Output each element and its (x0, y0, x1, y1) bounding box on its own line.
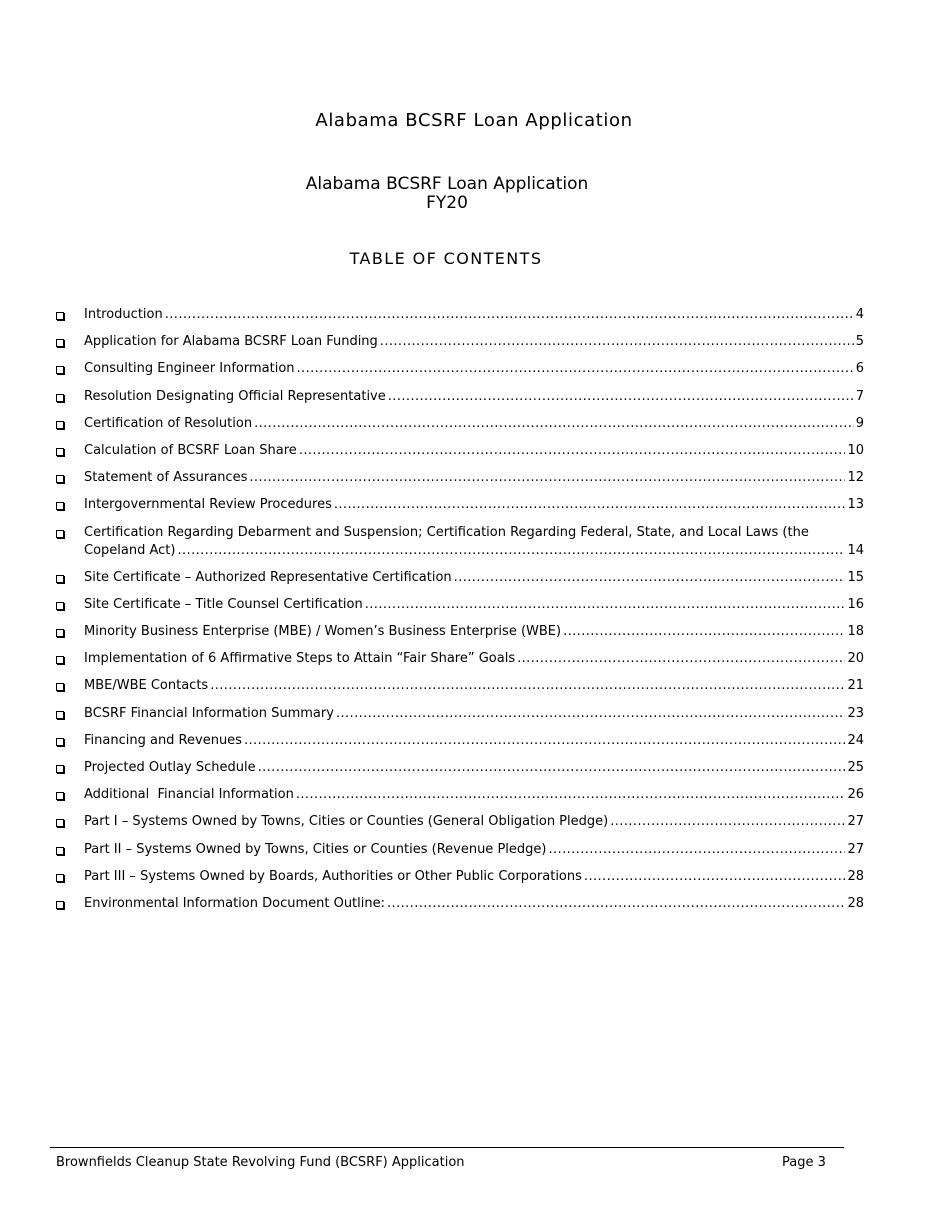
dot-leader (563, 623, 845, 641)
dot-leader (177, 542, 845, 560)
checkbox-bullet-icon (56, 421, 64, 429)
toc-item-label: Introduction (84, 307, 163, 322)
toc-item-part-1[interactable] (54, 813, 864, 831)
dot-leader (334, 496, 846, 514)
checkbox-bullet-icon (56, 847, 64, 855)
toc-item-label: Statement of Assurances (84, 470, 248, 486)
toc-item-label: Site Certificate – Authorized Representative Certification (84, 569, 452, 585)
toc-item-loan-share[interactable] (54, 442, 864, 460)
dot-leader (454, 569, 846, 587)
document-title-line-2: FY20 (426, 193, 468, 213)
checkbox-bullet-icon (56, 448, 64, 456)
toc-item-introduction[interactable] (54, 306, 864, 324)
toc-item-label: Intergovernmental Review Procedures (84, 497, 332, 513)
checkbox-bullet-icon (56, 683, 64, 691)
dot-leader (258, 759, 846, 777)
dot-leader (388, 388, 854, 406)
dot-leader (244, 732, 846, 750)
toc-item-label: Minority Business Enterprise (MBE) / Women’s Business Enterprise (WBE) (84, 624, 562, 640)
checkbox-bullet-icon (56, 874, 64, 882)
checkbox-bullet-icon (56, 475, 64, 483)
toc-item-page: 13 (847, 497, 864, 513)
checkbox-bullet-icon (56, 366, 64, 374)
document-title-line-1: Alabama BCSRF Loan Application (305, 174, 589, 194)
toc-item-part-3[interactable] (54, 868, 864, 886)
toc-item-additional-financial[interactable] (54, 786, 864, 804)
dot-leader (254, 415, 854, 433)
toc-item-label-line-1: Certification Regarding Debarment and Suspension; Certification Regarding Federal, State, and Local Laws (the (84, 524, 809, 540)
dot-leader (210, 677, 845, 695)
toc-item-label: MBE/WBE Contacts (84, 678, 209, 694)
toc-item-page: 24 (847, 732, 864, 748)
toc-item-assurances[interactable] (54, 469, 864, 487)
checkbox-bullet-icon (56, 602, 64, 610)
toc-item-site-certificate-title[interactable] (54, 596, 864, 614)
checkbox-bullet-icon (56, 656, 64, 664)
toc-item-outlay-schedule[interactable] (54, 759, 864, 777)
toc-item-mbe-wbe-contacts[interactable] (54, 677, 864, 695)
toc-item-page: 18 (847, 624, 864, 640)
toc-item-page: 23 (847, 705, 864, 721)
toc-item-page: 10 (847, 442, 864, 458)
toc-item-page: 9 (855, 415, 864, 431)
dot-leader (387, 895, 845, 913)
dot-leader (297, 360, 854, 378)
toc-item-intergovernmental-review[interactable] (54, 496, 864, 514)
toc-item-page: 4 (855, 307, 864, 322)
footer-page-number: Page 3 (782, 1155, 826, 1170)
toc-item-page: 16 (847, 596, 864, 612)
toc-item-label-line-2: Copeland Act) (84, 542, 176, 558)
checkbox-bullet-icon (56, 711, 64, 719)
toc-item-label: Financing and Revenues (84, 732, 242, 748)
toc-item-site-certificate-authorized[interactable] (54, 569, 864, 587)
toc-item-page: 27 (847, 814, 864, 830)
toc-item-page: 6 (855, 361, 864, 377)
toc-item-label: Consulting Engineer Information (84, 361, 295, 377)
dot-leader (548, 841, 845, 859)
checkbox-bullet-icon (56, 394, 64, 402)
checkbox-bullet-icon (56, 312, 64, 320)
toc-item-financing-revenues[interactable] (54, 732, 864, 750)
checkbox-bullet-icon (56, 738, 64, 746)
toc-item-resolution[interactable] (54, 388, 864, 406)
checkbox-bullet-icon (56, 629, 64, 637)
checkbox-bullet-icon (56, 530, 64, 538)
toc-item-financial-summary[interactable] (54, 705, 864, 723)
toc-item-label: Environmental Information Document Outline: (84, 895, 385, 911)
footer-divider (50, 1147, 844, 1148)
checkbox-bullet-icon (56, 765, 64, 773)
toc-item-page: 21 (847, 678, 864, 694)
checkbox-bullet-icon (56, 792, 64, 800)
toc-item-page: 28 (847, 895, 864, 911)
toc-item-page: 5 (855, 334, 864, 350)
toc-item-label: Application for Alabama BCSRF Loan Funding (84, 334, 378, 350)
toc-item-label: Site Certificate – Title Counsel Certification (84, 596, 363, 612)
checkbox-bullet-icon (56, 339, 64, 347)
toc-item-environmental-outline[interactable] (54, 895, 864, 913)
toc-item-debarment-suspension[interactable] (54, 524, 864, 560)
dot-leader (365, 596, 846, 614)
toc-item-label: Part III – Systems Owned by Boards, Authorities or Other Public Corporations (84, 868, 582, 884)
toc-item-consulting-engineer[interactable] (54, 360, 864, 378)
toc-item-page: 28 (847, 868, 864, 884)
footer-document-name: Brownfields Cleanup State Revolving Fund (BCSRF) Application (56, 1155, 465, 1170)
toc-item-page: 7 (855, 388, 864, 404)
dot-leader (165, 306, 854, 324)
dot-leader (610, 813, 845, 831)
toc-item-label: Part I – Systems Owned by Towns, Cities or Counties (General Obligation Pledge) (84, 814, 609, 830)
toc-item-mbe-wbe[interactable] (54, 623, 864, 641)
toc-item-certification-of-resolution[interactable] (54, 415, 864, 433)
toc-item-label: Implementation of 6 Affirmative Steps to Attain “Fair Share” Goals (84, 651, 516, 667)
running-header-title: Alabama BCSRF Loan Application (315, 110, 633, 131)
toc-item-label: Additional Financial Information (84, 787, 294, 803)
dot-leader (584, 868, 846, 886)
toc-item-affirmative-steps[interactable] (54, 650, 864, 668)
table-of-contents (54, 306, 864, 922)
toc-item-page: 12 (847, 470, 864, 486)
toc-item-page: 14 (847, 542, 864, 558)
dot-leader (336, 705, 846, 723)
toc-item-part-2[interactable] (54, 841, 864, 859)
toc-item-label: Part II – Systems Owned by Towns, Cities or Counties (Revenue Pledge) (84, 841, 547, 857)
toc-item-application[interactable] (54, 333, 864, 351)
toc-item-label: BCSRF Financial Information Summary (84, 705, 334, 721)
toc-item-page: 27 (847, 841, 864, 857)
toc-item-label: Resolution Designating Official Representative (84, 388, 386, 404)
dot-leader (249, 469, 845, 487)
toc-item-page: 25 (847, 760, 864, 775)
dot-leader (296, 786, 846, 804)
dot-leader (299, 442, 846, 460)
checkbox-bullet-icon (56, 819, 64, 827)
toc-item-label: Calculation of BCSRF Loan Share (84, 442, 297, 458)
toc-item-label: Projected Outlay Schedule (84, 760, 256, 775)
toc-heading: TABLE OF CONTENTS (349, 249, 543, 268)
dot-leader (380, 333, 854, 351)
toc-item-page: 26 (847, 787, 864, 803)
checkbox-bullet-icon (56, 901, 64, 909)
toc-item-page: 15 (847, 569, 864, 585)
toc-item-page: 20 (847, 651, 864, 667)
document-title (0, 175, 894, 213)
dot-leader (517, 650, 845, 668)
checkbox-bullet-icon (56, 502, 64, 510)
checkbox-bullet-icon (56, 575, 64, 583)
toc-item-label: Certification of Resolution (84, 415, 253, 431)
